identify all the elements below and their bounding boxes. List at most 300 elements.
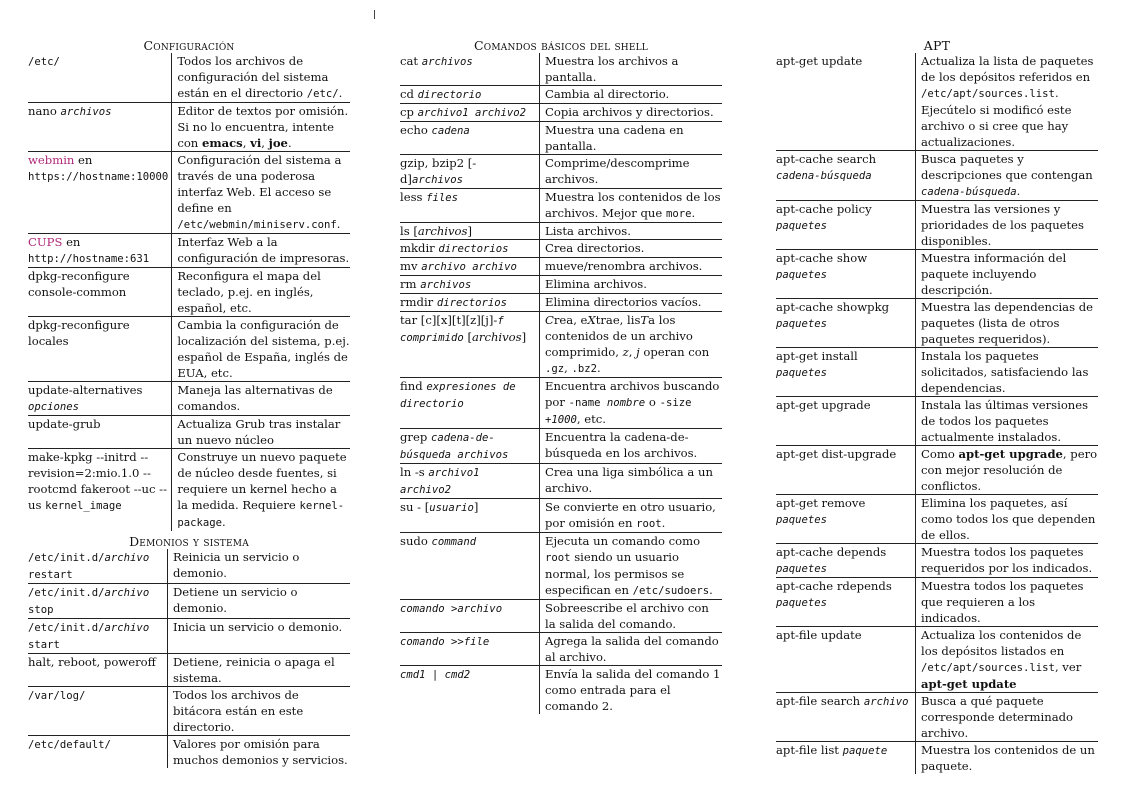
cell-text: , ver [1054,660,1082,674]
cell-text: Instala los paquetes solicitados, satisfaciendo las dependencias. [921,349,1089,395]
cell-text: Reinicia un servicio o demonio. [173,550,300,580]
cell-text: Muestra los contenidos de un paquete. [921,743,1095,773]
cell-text: comando [400,636,445,648]
description-cell [916,693,1099,742]
description-cell [172,234,350,268]
cell-text: Elimina directorios vacíos. [545,295,702,309]
cell-text: archivos [417,224,468,238]
description-cell [916,299,1099,348]
cell-text: Actualiza la lista de paquetes de los depósitos referidos en [921,54,1094,84]
cell-text: -name [568,397,607,409]
table-row [400,294,722,312]
description-cell [540,53,723,86]
table-row [28,654,350,687]
command-cell [400,533,540,600]
cell-text: su - [ [400,500,430,514]
cell-text: . [336,217,341,231]
cell-text: . [709,583,713,597]
cell-text: C [545,313,554,327]
cell-text: /etc/init.d/ [28,622,105,634]
cell-text: paquetes [776,269,828,281]
table-row [776,693,1098,742]
cell-text: apt-cache showpkg [776,300,890,314]
cell-text: emacs [201,136,243,150]
command-cell [400,104,540,122]
description-cell [540,276,723,294]
command-cell [28,268,172,317]
cell-text: /var/log/ [28,690,86,702]
table-row [28,317,350,382]
cell-text: Maneja las alternativas de comandos. [177,383,333,413]
cell-text: archivos [411,174,463,186]
description-cell [916,446,1099,495]
cell-text: /etc/ [306,88,339,100]
table-row [400,429,722,464]
cell-text: T [640,313,649,327]
cell-text: /etc/apt/sources.list [921,662,1055,674]
cell-text: Muestra las dependencias de paquetes (lista de otros paquetes requeridos). [921,300,1094,346]
description-cell [916,742,1099,775]
cell-text: paquetes [776,597,828,609]
cell-text: apt-get dist-upgrade [776,447,897,461]
cell-text: ] [467,224,473,238]
command-cell [400,464,540,499]
command-cell [400,223,540,240]
description-cell [540,223,723,240]
cell-text: rm [400,277,421,291]
cell-text: Interfaz Web a la configuración de impresoras. [177,235,350,265]
command-cell [28,549,168,584]
cell-text: /etc/webmin/miniserv.conf [177,219,337,231]
column-middle [400,38,722,714]
cell-text: . [661,516,666,530]
table-apt [776,53,1098,774]
cell-text: echo [400,123,432,137]
table-row [776,250,1098,299]
cell-text: archivo [104,587,150,599]
cell-text: http://hostname:631 [28,253,150,265]
command-cell [400,189,540,223]
command-cell [28,449,172,532]
description-cell [916,578,1099,627]
table-row [400,189,722,223]
command-cell [28,53,172,103]
command-cell [776,742,916,775]
cell-text: cd [400,87,418,101]
cell-text: apt-file list [776,743,843,757]
command-cell [776,151,916,201]
cell-text: ln -s [400,465,429,479]
table-row [776,348,1098,397]
command-cell [28,152,172,234]
table-row [400,312,722,378]
cell-text: archivos [421,56,473,68]
cell-text: apt-file update [776,628,862,642]
table-row [400,86,722,104]
cell-text: , [564,361,572,375]
table-row [400,633,722,666]
description-cell [540,378,723,429]
table-row [400,464,722,499]
cell-text: Construye un nuevo paquete de núcleo desde fuentes, si requiere un kernel hecho a la medida. Requiere [177,450,347,512]
command-cell [776,544,916,578]
description-cell [540,429,723,464]
cell-text: . [1016,184,1021,198]
table-row [28,53,350,103]
cell-text: apt-get upgrade [776,398,871,412]
cell-text: Actualiza los contenidos de los depósitos listados en [921,628,1082,658]
table-row [400,104,722,122]
cell-text: cp [400,105,418,119]
cell-text: paquete [842,745,888,757]
cell-text: cmd2 [444,669,471,681]
description-cell [168,687,351,736]
cell-text: Se convierte en otro usuario, por omisión en [545,500,716,530]
cell-text: apt-get install [776,349,858,363]
description-cell [172,449,350,532]
cell-text: mv [400,259,422,273]
cell-text: apt-cache depends [776,545,887,559]
cell-text: directorio [417,89,482,101]
cell-text: , pero con mejor resolución de conflictos. [921,447,1098,493]
table-row [400,499,722,533]
table-row [28,687,350,736]
command-cell [28,317,172,382]
section-title-shell: Comandos básicos del shell [474,38,648,53]
cell-text: Actualiza Grub tras instalar un nuevo núcleo [177,417,341,447]
cell-text: update-alternatives [28,383,143,397]
cell-text: f comprimido [400,315,504,344]
table-row [776,53,1098,151]
command-cell [776,495,916,544]
table-row [400,122,722,155]
cell-text: archivo [457,603,503,615]
description-cell [916,151,1099,201]
description-cell [172,317,350,382]
cell-text: Instala las últimas versiones de todos los paquetes actualmente instalados. [921,398,1089,444]
cell-text: archivo [104,622,150,634]
description-cell [540,533,723,600]
description-cell [916,627,1099,693]
command-cell [400,666,540,715]
description-cell [540,122,723,155]
cell-text: https://hostname:10000 [28,171,169,183]
cell-text: paquetes [776,318,828,330]
cell-text: , etc. [576,412,606,426]
cell-text: Valores por omisión para muchos demonios y servicios. [173,737,348,767]
command-cell [28,416,172,449]
command-cell [776,446,916,495]
cell-text: command [431,536,477,548]
description-cell [540,666,723,715]
cell-text: > [444,603,458,615]
command-cell [776,201,916,250]
cell-text: Cambia la configuración de localización del sistema, p.ej. español de España, inglés de EUA, etc. [177,318,350,380]
description-cell [916,348,1099,397]
cell-text: rea, e [553,313,588,327]
description-cell [540,240,723,258]
command-cell [400,258,540,276]
cell-text: /etc/init.d/ [28,587,105,599]
cell-text: cat [400,54,422,68]
cell-text: apt-cache show [776,251,868,265]
description-cell [540,499,723,533]
cell-text: file [463,636,490,648]
cell-text: Busca paquetes y descripciones que contengan [921,152,1093,182]
table-row [28,449,350,532]
command-cell [400,499,540,533]
column-left [28,38,350,768]
cell-text: less [400,190,427,204]
command-cell [400,633,540,666]
cell-text: Crea una liga simbólica a un archivo. [545,465,713,495]
command-cell [400,122,540,155]
description-cell [916,201,1099,250]
command-cell [28,234,172,268]
cell-text: . [338,86,343,100]
cell-text: en [62,235,81,249]
table-row [400,240,722,258]
cell-text: Todos los archivos de configuración del sistema están en el directorio [177,54,329,100]
cell-text: -size + [545,397,692,426]
cell-text: mueve/renombra archivos. [545,259,703,273]
command-cell [776,397,916,446]
description-cell [172,103,350,152]
table-shell [400,53,722,714]
command-cell [776,693,916,742]
cell-text: cadena [431,125,470,137]
cell-text: . [287,136,292,150]
cell-text: joe [268,136,288,150]
command-cell [400,312,540,378]
table-row [28,584,350,619]
table-row [400,666,722,715]
cell-text: sudo [400,534,432,548]
cell-text: .bz2 [571,363,598,375]
section-title-apt: APT [923,38,951,53]
cell-text: halt, reboot, poweroff [28,655,156,669]
table-row [400,533,722,600]
command-cell [400,53,540,86]
command-cell [400,378,540,429]
cell-text: , [628,345,637,359]
command-cell [400,600,540,633]
cell-text: webmin [28,153,75,167]
table-row [28,736,350,769]
cell-text: directorios [436,297,508,309]
cell-text: archivo1 archivo2 [417,107,527,119]
cell-text: Elimina los paquetes, así como todos los que dependen de ellos. [921,496,1096,542]
cell-text: . [597,361,601,375]
description-cell [540,600,723,633]
command-cell [400,429,540,464]
command-cell [28,584,168,619]
table-row [776,446,1098,495]
description-cell [540,312,723,378]
cell-text: Encuentra la cadena-de-búsqueda en los archivos. [545,430,698,460]
cell-text: comando [400,603,445,615]
description-cell [540,464,723,499]
cell-text: archivos [60,106,112,118]
cell-text: Configuración del sistema a través de una poderosa interfaz Web. El acceso se define en [177,153,342,215]
command-cell [28,736,168,769]
cell-text: nombre [606,397,646,409]
description-cell [916,53,1099,151]
cell-text: archivo [104,552,150,564]
table-row [776,397,1098,446]
cell-text: Comprime/descomprime archivos. [545,156,690,186]
cell-text: cadena-búsqueda [921,186,1017,198]
cell-text: | [425,669,445,681]
cell-text: trae, lis [595,313,641,327]
description-cell [540,633,723,666]
cell-text: apt-get upgrade [958,447,1063,461]
cell-text: /etc/sudoers [632,585,710,597]
cell-text: kernel_image [45,500,122,512]
cell-text: kernel-package [177,500,345,529]
table-row [400,155,722,189]
command-cell [776,627,916,693]
cell-text: a los contenidos de un archivo comprimido, [545,313,693,359]
cell-text: apt-cache search [776,152,877,166]
description-cell [540,189,723,223]
table-row [28,268,350,317]
cell-text: archivos [420,279,472,291]
cell-text: Muestra los contenidos de los archivos. Mejor que [545,190,721,220]
command-cell [776,348,916,397]
cell-text: Reconfigura el mapa del teclado, p.ej. en inglés, español, etc. [177,269,321,315]
cell-text: Muestra información del paquete incluyendo descripción. [921,251,1067,297]
description-cell [172,53,350,103]
description-cell [916,250,1099,299]
cell-text: apt-get remove [776,496,866,510]
cell-text: Ejecuta un comando como [545,534,701,548]
cell-text: archivo [863,696,909,708]
command-cell [28,654,168,687]
table-demonios [28,549,350,768]
table-row [776,151,1098,201]
command-cell [776,53,916,151]
cell-text: Agrega la salida del comando al archivo. [545,634,719,664]
cell-text: apt-file search [776,694,864,708]
cell-text: Elimina archivos. [545,277,647,291]
cell-text: more [665,208,692,220]
cell-text: cadena-de-búsqueda archivos [400,432,509,461]
description-cell [540,258,723,276]
cell-text: j [636,345,640,359]
table-row [400,223,722,240]
description-cell [540,294,723,312]
table-row [776,495,1098,544]
cell-text: Todos los archivos de bitácora están en este directorio. [173,688,304,734]
description-cell [172,152,350,234]
cell-text: Encuentra archivos buscando por [545,379,720,409]
cell-text: Cambia al directorio. [545,87,670,101]
table-row [776,627,1098,693]
cell-text: . Ejecútelo si modificó este archivo o si cree que hay actualizaciones. [921,86,1072,149]
cell-text: stop [28,604,54,616]
cell-text: /etc/init.d/ [28,552,105,564]
command-cell [28,382,172,416]
table-row [400,53,722,86]
cell-text: CUPS [28,235,63,249]
cell-text: find [400,379,427,393]
cell-text: 1000 [551,414,577,426]
table-row [776,299,1098,348]
cell-text: paquetes [776,514,828,526]
cell-text: Copia archivos y directorios. [545,105,714,119]
cell-text: vi [250,136,262,150]
cell-text: Muestra todos los paquetes que requieren a los indicados. [921,579,1084,625]
description-cell [172,268,350,317]
cell-text: rmdir [400,295,437,309]
page-mark [374,10,375,19]
cell-text: Inicia un servicio o demonio. [173,620,343,634]
cell-text: gzip, bzip2 [-d] [400,156,477,186]
cell-text: start [28,639,60,651]
cell-text: grep [400,430,431,444]
cell-text: Sobreescribe el archivo con la salida del comando. [545,601,709,631]
command-cell [776,578,916,627]
cell-text: Detiene, reinicia o apaga el sistema. [173,655,335,685]
cell-text: , [261,136,269,150]
description-cell [916,495,1099,544]
cell-text: update-grub [28,417,101,431]
cell-text: make-kpkg --initrd --revision=2:mio.1.0 --rootcmd fakeroot --uc --us [28,450,168,512]
command-cell [776,250,916,299]
command-cell [400,86,540,104]
command-cell [400,294,540,312]
description-cell [172,382,350,416]
table-row [400,258,722,276]
description-cell [168,619,351,654]
table-row [28,103,350,152]
cell-text: archivos [472,330,522,344]
cell-text: dpkg-reconfigure locales [28,318,130,348]
cell-text: . [221,515,226,529]
cell-text: siendo un usuario normal, los permisos se especifican en [545,550,685,597]
description-cell [916,544,1099,578]
cell-text: apt-get update [776,54,863,68]
cell-text: /etc/default/ [28,739,111,751]
cell-text: directorios [438,243,509,255]
cell-text: Detiene un servicio o demonio. [173,585,298,615]
cell-text: archivo1 archivo2 [400,467,480,496]
command-cell [28,103,172,152]
table-row [28,234,350,268]
description-cell [168,654,351,687]
cell-text: z [622,345,629,359]
table-row [776,578,1098,627]
cell-text: paquetes [776,220,828,232]
cell-text: apt-cache rdepends [776,579,892,593]
description-cell [172,416,350,449]
cell-text: files [426,192,459,204]
section-title-demonios: Demonios y sistema [129,534,249,549]
cell-text: Crea directorios. [545,241,645,255]
command-cell [28,687,168,736]
cell-text: ls [ [400,224,418,238]
cell-text: apt-cache policy [776,202,872,216]
cell-text: restart [28,569,73,581]
cell-text: cmd1 [400,669,426,681]
cell-text: expresiones de directorio [400,381,516,410]
cell-text: operan con [639,345,710,359]
cell-text: >> [444,636,464,648]
table-row [28,549,350,584]
cell-text: .gz [545,363,565,375]
cell-text: Muestra una cadena en pantalla. [545,123,684,153]
